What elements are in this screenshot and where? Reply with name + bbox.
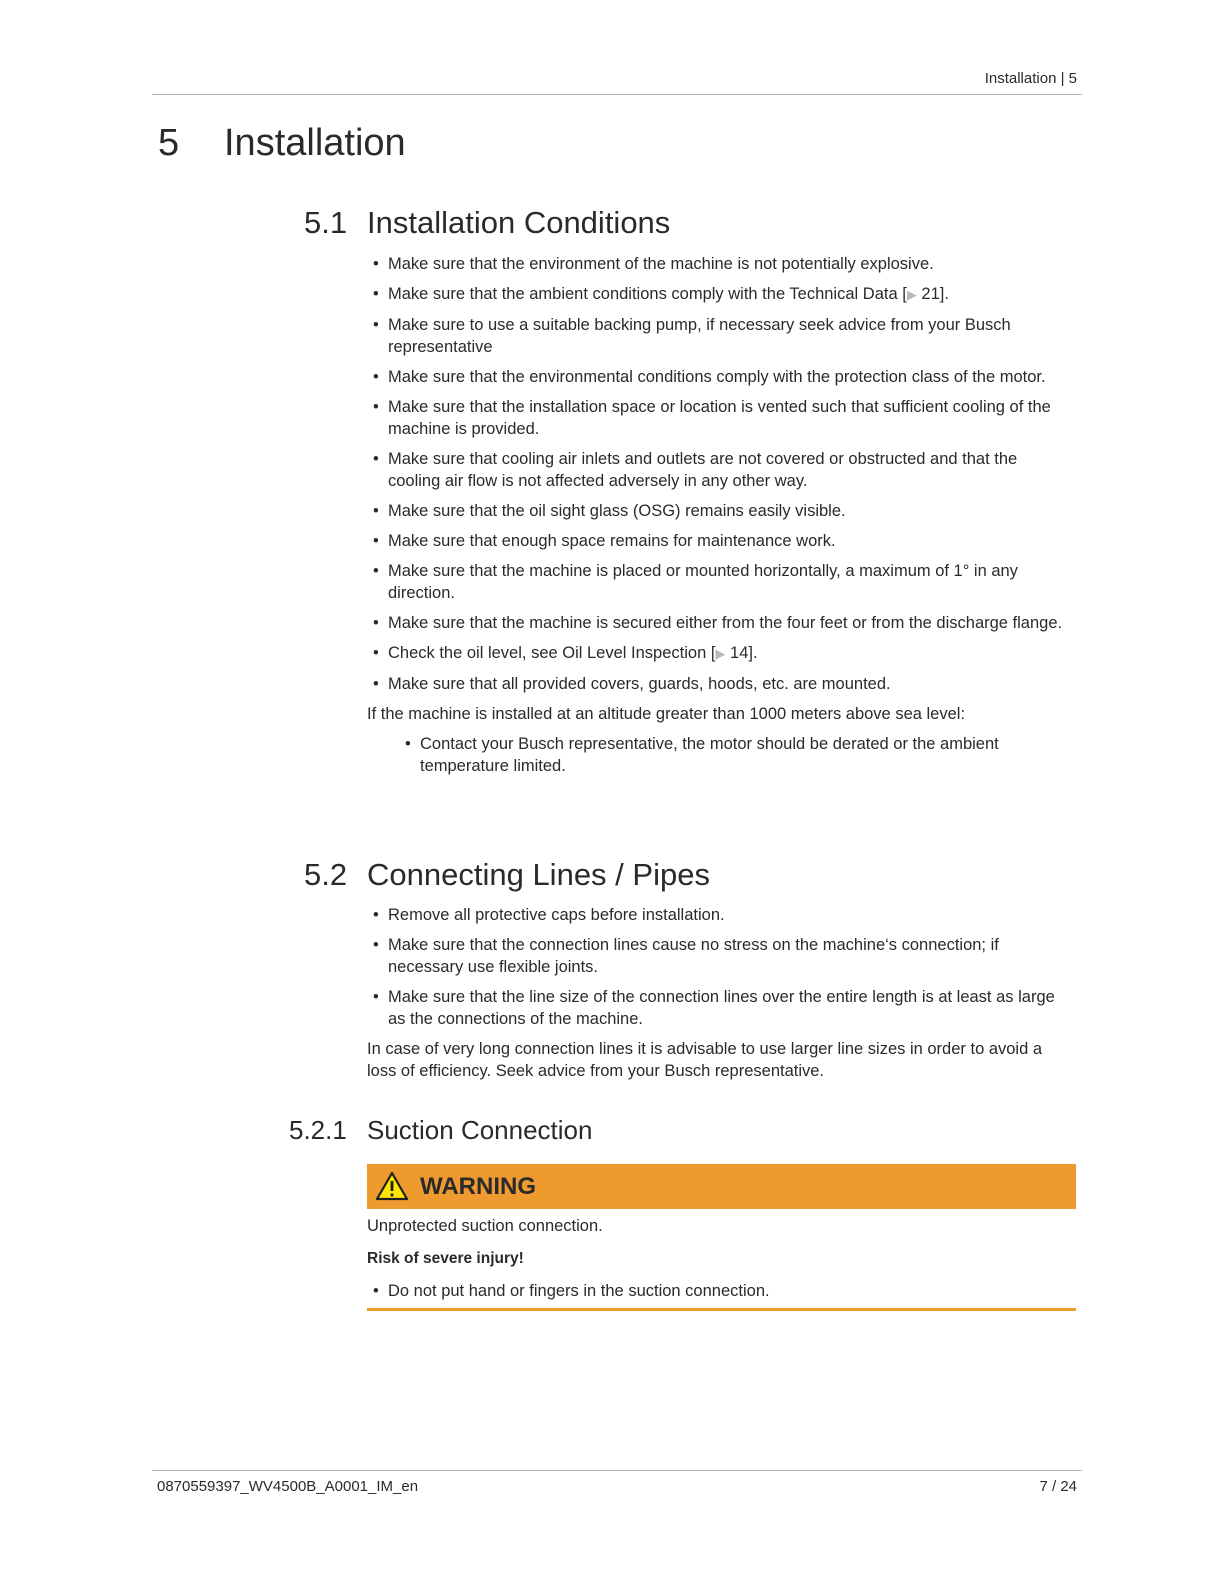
list-item: • Make sure that the installation space or location is vented such that sufficient cooling of the machine is provided. (367, 396, 1072, 440)
section-5-2-1-title: Suction Connection (367, 1115, 593, 1145)
connecting-lines-list (367, 904, 1072, 1030)
warning-label: WARNING (420, 1173, 536, 1200)
list-item: • Make sure that enough space remains for maintenance work. (367, 530, 1072, 552)
section-5-1-title: Installation Conditions (367, 205, 671, 240)
warning-risk: Risk of severe injury! (367, 1250, 524, 1267)
section-5-2-1-number: 5.2.1 (289, 1115, 347, 1145)
list-item: • Make sure that the machine is secured either from the four feet or from the discharge flange. (367, 612, 1072, 634)
play-triangle-icon: ▶ (715, 646, 726, 661)
list-item: • Make sure that all provided covers, guards, hoods, etc. are mounted. (367, 673, 1072, 695)
altitude-note: If the machine is installed at an altitude greater than 1000 meters above sea level: (367, 705, 966, 723)
warning-hazard: Unprotected suction connection. (367, 1217, 603, 1235)
warning-action (367, 1280, 1072, 1310)
page-reference-link[interactable]: 14 (730, 644, 749, 662)
list-item: • Make sure that cooling air inlets and outlets are not covered or obstructed and that the cooling air flow is not affected adversely in any other way. (367, 448, 1072, 492)
page-reference-link[interactable]: 21 (921, 285, 940, 303)
section-5-2-number: 5.2 (304, 857, 348, 892)
list-item: • Make sure to use a suitable backing pump, if necessary seek advice from your Busch representative (367, 314, 1072, 358)
section-5-1-body (367, 253, 1072, 785)
list-item: • Make sure that the machine is placed or mounted horizontally, a maximum of 1° in any direction. (367, 560, 1072, 604)
section-5-1-number: 5.1 (304, 205, 348, 240)
list-item: • Make sure that the oil sight glass (OSG) remains easily visible. (367, 500, 1072, 522)
list-item: • Make sure that the environmental conditions comply with the protection class of the motor. (367, 366, 1072, 388)
running-head: Installation | 5 (984, 70, 1077, 87)
warning-triangle-icon (375, 1171, 409, 1201)
list-item: • Make sure that the connection lines cause no stress on the machine‘s connection; if necessary use flexible joints. (367, 934, 1072, 978)
section-5-2-body (367, 904, 1072, 1090)
footer-rule (152, 1470, 1082, 1471)
list-item: • Make sure that the line size of the connection lines over the entire length is at least as large as the connections of the machine. (367, 986, 1072, 1030)
warning-bottom-rule (367, 1308, 1076, 1311)
section-5-2-title: Connecting Lines / Pipes (367, 857, 710, 892)
warning-banner (367, 1164, 1076, 1209)
installation-conditions-list (367, 253, 1072, 695)
list-item: • Make sure that the environment of the machine is not potentially explosive. (367, 253, 1072, 275)
header-rule (152, 94, 1082, 95)
warning-action-list (367, 1280, 1072, 1302)
list-item: • Do not put hand or fingers in the suction connection. (367, 1280, 1072, 1302)
footer-document-id: 0870559397_WV4500B_A0001_IM_en (157, 1478, 419, 1495)
list-item: • Contact your Busch representative, the motor should be derated or the ambient temperature limited. (399, 733, 1072, 777)
list-item: • Check the oil level, see Oil Level Inspection [▶ 14]. (367, 642, 1072, 665)
altitude-list (399, 733, 1072, 777)
play-triangle-icon: ▶ (906, 287, 917, 302)
list-item: • Make sure that the ambient conditions comply with the Technical Data [▶ 21]. (367, 283, 1072, 306)
line-size-note: In case of very long connection lines it is advisable to use larger line sizes in order to avoid a loss of efficiency. Seek advice from your Busch representative. (367, 1040, 1043, 1080)
chapter-number: 5 (158, 122, 180, 164)
chapter-title: Installation (224, 122, 406, 164)
list-item: • Remove all protective caps before installation. (367, 904, 1072, 926)
footer-page-number: 7 / 24 (1039, 1478, 1077, 1495)
